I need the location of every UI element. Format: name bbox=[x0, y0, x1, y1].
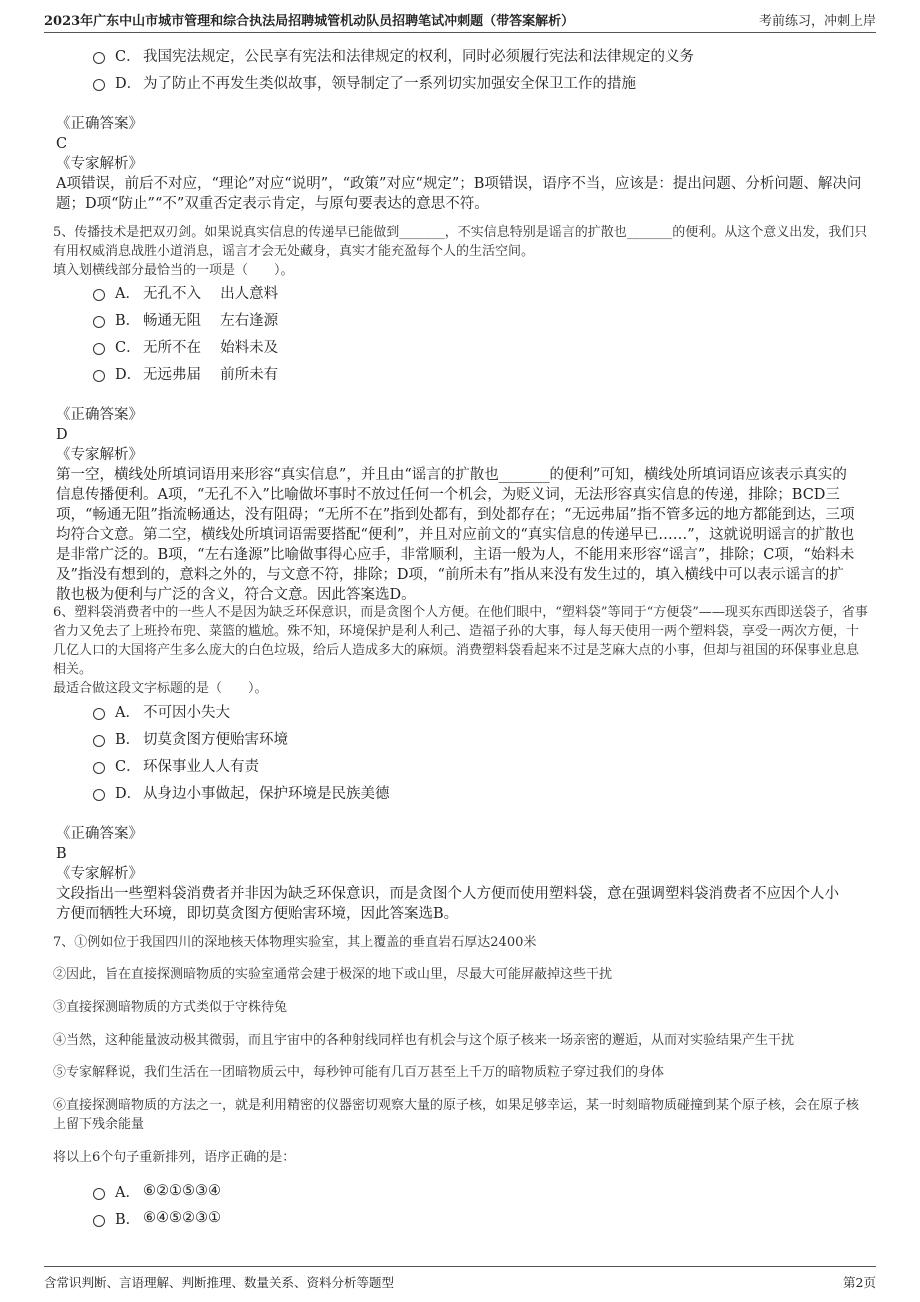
option-letter: C． bbox=[115, 48, 141, 65]
analysis-heading: 《专家解析》 bbox=[56, 447, 143, 463]
analysis-line: 项，“畅通无阻”指流畅通达，没有阻碍；“无所不在”指到处都有，到处都存在；“无远弗届”指不管多远的地方都能到达，三项 bbox=[56, 507, 855, 523]
q5-answer-block bbox=[56, 405, 864, 605]
radio-icon[interactable] bbox=[93, 762, 105, 774]
q7-sentence-1 bbox=[53, 933, 868, 952]
answer-value: D bbox=[56, 427, 68, 443]
option-text: 从身边小事做起，保护环境是民族美德 bbox=[143, 785, 390, 802]
option-letter: B． bbox=[115, 312, 141, 329]
q6-option-d[interactable] bbox=[93, 782, 390, 802]
q7-option-b[interactable] bbox=[93, 1208, 221, 1228]
q6-option-c[interactable] bbox=[93, 755, 259, 775]
header-tagline: 考前练习，冲刺上岸 bbox=[758, 14, 876, 29]
option-letter: B． bbox=[115, 731, 141, 748]
footer-description: 含常识判断、言语理解、判断推理、数量关系、资料分析等题型 bbox=[44, 1275, 395, 1290]
stem-line: 填入划横线部分最恰当的一项是（ ）。 bbox=[53, 263, 294, 278]
q6-answer-block bbox=[56, 824, 864, 924]
radio-icon[interactable] bbox=[93, 79, 105, 91]
q6-option-a[interactable] bbox=[93, 701, 230, 721]
sentence-line: ③直接探测暗物质的方式类似于守株待兔 bbox=[53, 1000, 288, 1015]
q7-sentence-5 bbox=[53, 1063, 868, 1082]
analysis-line: 方便而牺牲大环境，即切莫贪图方便贻害环境，因此答案选B。 bbox=[56, 906, 459, 922]
q6-option-b[interactable] bbox=[93, 728, 288, 748]
radio-icon[interactable] bbox=[93, 370, 105, 382]
stem-line: 相关。 bbox=[53, 662, 93, 677]
q7-option-a[interactable] bbox=[93, 1181, 221, 1201]
stem-line: 省力又免去了上班拎布兜、菜篮的尴尬。殊不知，环境保护是利人利己、造福子孙的大事，每人每天使用一两个塑料袋，享受一两次方便，十 bbox=[53, 624, 860, 639]
option-letter: A． bbox=[115, 704, 140, 721]
option-letter: C． bbox=[115, 339, 141, 356]
analysis-line: 题；D项“防止”“不”双重否定表示肯定，与原句要表达的意思不符。 bbox=[56, 196, 489, 212]
option-letter: C． bbox=[115, 758, 141, 775]
stem-line: 有用权威消息战胜小道消息，谣言才会无处藏身，真实才能充盈每个人的生活空间。 bbox=[53, 244, 535, 259]
sentence-line: ⑥直接探测暗物质的方法之一，就是利用精密的仪器密切观察大量的原子核，如果足够幸运，某一时刻暗物质碰撞到某个原子核，会在原子核 bbox=[53, 1098, 860, 1113]
option-letter: A． bbox=[115, 285, 140, 302]
analysis-line: 第一空，横线处所填词语用来形容“真实信息”，并且由“谣言的扩散也_______的便利”可知，横线处所填词语应该表示真实的 bbox=[56, 467, 847, 483]
radio-icon[interactable] bbox=[93, 52, 105, 64]
option-text: ⑥④⑤②③① bbox=[143, 1210, 221, 1226]
q7-sentence-2 bbox=[53, 965, 868, 984]
option-text: 无孔不入 出人意料 bbox=[143, 285, 279, 302]
radio-icon[interactable] bbox=[93, 343, 105, 355]
sentence-line: ④当然，这种能量波动极其微弱，而且宇宙中的各种射线同样也有机会与这个原子核来一场亲密的邂逅，从而对实验结果产生干扰 bbox=[53, 1033, 795, 1048]
page-header bbox=[44, 10, 876, 33]
stem-line: 最适合做这段文字标题的是（ ）。 bbox=[53, 681, 268, 696]
q6-stem bbox=[53, 603, 868, 698]
stem-line: 5、传播技术是把双刃剑。如果说真实信息的传递早已能做到_______，不实信息特别是谣言的扩散也_______的便利。从这个意义出发，我们只 bbox=[53, 225, 868, 240]
sentence-line: ②因此，旨在直接探测暗物质的实验室通常会建于极深的地下或山里，尽最大可能屏蔽掉这些干扰 bbox=[53, 967, 613, 982]
option-text: 无所不在 始料未及 bbox=[143, 339, 279, 356]
answer-heading: 《正确答案》 bbox=[56, 407, 143, 423]
option-letter: D． bbox=[115, 366, 142, 383]
q5-option-a[interactable] bbox=[93, 282, 278, 302]
option-letter: D． bbox=[115, 785, 142, 802]
stem-line: 6、塑料袋消费者中的一些人不是因为缺乏环保意识，而是贪图个人方便。在他们眼中，“塑料袋”等同于“方便袋”——现买东西即送袋子，省事 bbox=[53, 605, 868, 620]
page-number: 第2页 bbox=[843, 1275, 876, 1290]
option-text: 无远弗届 前所未有 bbox=[143, 366, 279, 383]
answer-heading: 《正确答案》 bbox=[56, 826, 143, 842]
document-title: 2023年广东中山市城市管理和综合执法局招聘城管机动队员招聘笔试冲刺题（带答案解析） bbox=[44, 14, 575, 29]
analysis-line: 散也极为便利与广泛的含义，符合文意。因此答案选D。 bbox=[56, 587, 416, 603]
option-text: 畅通无阻 左右逢源 bbox=[143, 312, 279, 329]
q5-stem bbox=[53, 223, 868, 280]
analysis-line: 信息传播便利。A项，“无孔不入”比喻做坏事时不放过任何一个机会，为贬义词，无法形容真实信息的传递，排除；BCD三 bbox=[56, 487, 840, 503]
analysis-line: 文段指出一些塑料袋消费者并非因为缺乏环保意识，而是贪图个人方便而使用塑料袋，意在强调塑料袋消费者不应因个人小 bbox=[56, 886, 839, 902]
analysis-line: A项错误，前后不对应，“理论”对应“说明”，“政策”对应“规定”；B项错误，语序不当，应该是：提出问题、分析问题、解决问 bbox=[56, 176, 862, 192]
option-text: 为了防止不再发生类似故事，领导制定了一系列切实加强安全保卫工作的措施 bbox=[143, 75, 636, 92]
q5-option-b[interactable] bbox=[93, 309, 278, 329]
option-text: ⑥②①⑤③④ bbox=[143, 1183, 221, 1199]
q5-option-c[interactable] bbox=[93, 336, 278, 356]
page-footer bbox=[44, 1266, 876, 1291]
q7-sentence-4 bbox=[53, 1031, 868, 1050]
option-text: 环保事业人人有责 bbox=[143, 758, 259, 775]
radio-icon[interactable] bbox=[93, 735, 105, 747]
answer-value: C bbox=[56, 136, 68, 152]
option-text: 不可因小失大 bbox=[143, 704, 230, 721]
analysis-line: 是非常广泛的。B项，“左右逢源”比喻做事得心应手，非常顺利，主语一般为人，不能用来形容“谣言”，排除；C项，“始料未 bbox=[56, 547, 855, 563]
answer-heading: 《正确答案》 bbox=[56, 116, 143, 132]
analysis-heading: 《专家解析》 bbox=[56, 156, 143, 172]
q4-answer-block bbox=[56, 114, 864, 214]
stem-line: 几亿人口的大国将产生多么庞大的白色垃圾，给后人造成多大的麻烦。消费塑料袋看起来不过是芝麻大点的小事，但却与祖国的环保事业息息 bbox=[53, 643, 860, 658]
analysis-line: 均符合文意。第二空，横线处所填词语需要搭配“便利”，并且对应前文的“真实信息的传递早已……”，这就说明谣言的扩散也 bbox=[56, 527, 855, 543]
radio-icon[interactable] bbox=[93, 789, 105, 801]
option-text: 切莫贪图方便贻害环境 bbox=[143, 731, 288, 748]
radio-icon[interactable] bbox=[93, 708, 105, 720]
sentence-line: ⑤专家解释说，我们生活在一团暗物质云中，每秒钟可能有几百万甚至上千万的暗物质粒子穿过我们的身体 bbox=[53, 1065, 665, 1080]
q4-option-d[interactable] bbox=[93, 72, 636, 92]
q5-option-d[interactable] bbox=[93, 363, 278, 383]
option-letter: D． bbox=[115, 75, 142, 92]
radio-icon[interactable] bbox=[93, 1215, 105, 1227]
sentence-line: 上留下残余能量 bbox=[53, 1117, 145, 1132]
analysis-heading: 《专家解析》 bbox=[56, 866, 143, 882]
radio-icon[interactable] bbox=[93, 289, 105, 301]
q7-sentence-6 bbox=[53, 1096, 868, 1134]
option-text: 我国宪法规定，公民享有宪法和法律规定的权利，同时必须履行宪法和法律规定的义务 bbox=[143, 48, 694, 65]
q7-sentence-3 bbox=[53, 998, 868, 1017]
answer-value: B bbox=[56, 846, 67, 862]
radio-icon[interactable] bbox=[93, 316, 105, 328]
sentence-line: 7、①例如位于我国四川的深地核天体物理实验室，其上覆盖的垂直岩石厚达2400米 bbox=[53, 935, 537, 950]
option-letter: B． bbox=[115, 1211, 141, 1228]
analysis-line: 及”指没有想到的，意料之外的，与文意不符，排除；D项，“前所未有”指从来没有发生过的，填入横线中可以表示谣言的扩 bbox=[56, 567, 844, 583]
q7-prompt bbox=[53, 1148, 868, 1167]
option-letter: A． bbox=[115, 1184, 140, 1201]
sentence-line: 将以上6个句子重新排列，语序正确的是： bbox=[53, 1150, 296, 1165]
radio-icon[interactable] bbox=[93, 1188, 105, 1200]
q4-option-c[interactable] bbox=[93, 45, 694, 65]
